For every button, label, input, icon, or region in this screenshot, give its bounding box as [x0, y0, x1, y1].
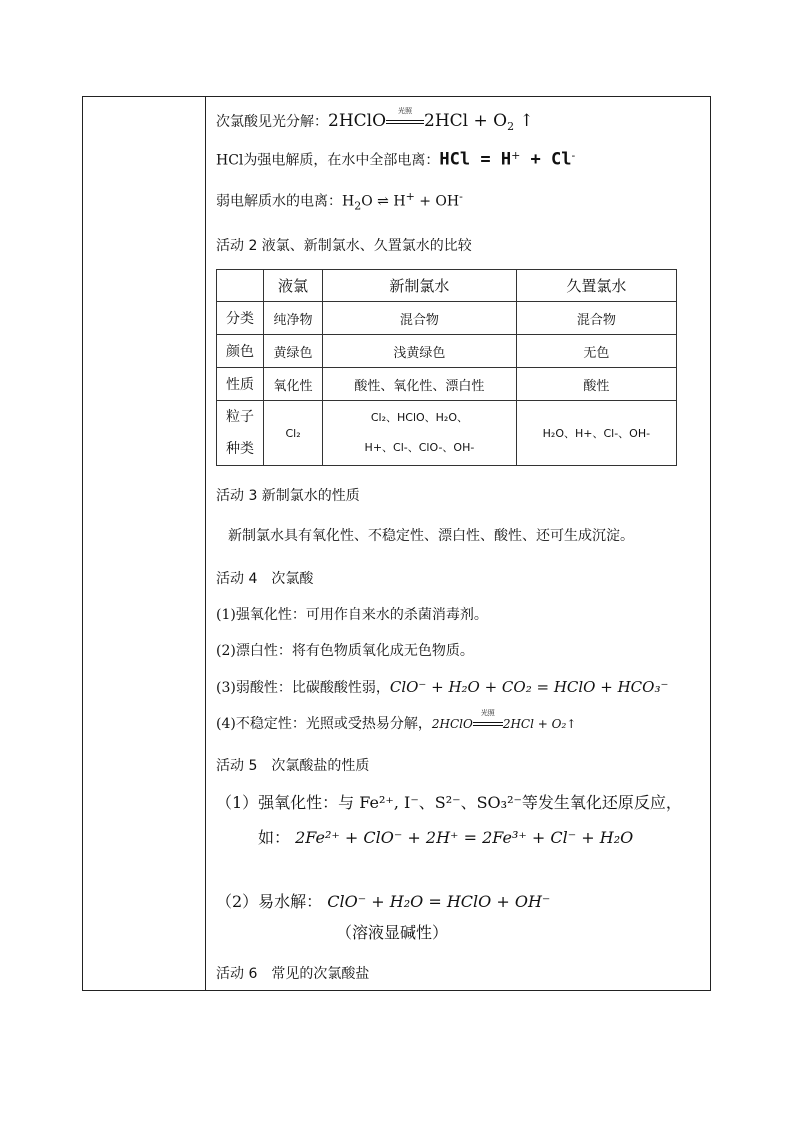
activity-5-heading: 活动 5 次氯酸盐的性质 [216, 758, 370, 774]
table-cell: Cl₂ [264, 401, 323, 466]
hclo-property-3: (3)弱酸性：比碳酸酸性弱，ClO⁻ + H₂O + CO₂ = HClO + HCO₃⁻ [216, 678, 669, 696]
hclo-property-1: (1)强氧化性：可用作自来水的杀菌消毒剂。 [216, 607, 488, 623]
table-row [217, 335, 677, 368]
table-header: 液氯 [264, 270, 323, 302]
table-cell: 酸性 [516, 368, 676, 401]
hypochlorite-example: 如： 2Fe²⁺ + ClO⁻ + 2H⁺ = 2Fe³⁺ + Cl⁻ + H₂O [258, 828, 634, 847]
activity-3-text: 新制氯水具有氧化性、不稳定性、漂白性、酸性、还可生成沉淀。 [228, 528, 634, 544]
hypochlorite-property-1: （1）强氧化性：与 Fe²⁺, I⁻、S²⁻、SO₃²⁻等发生氧化还原反应， [216, 793, 682, 812]
table-cell: 无色 [516, 335, 676, 368]
reaction-arrow: 光照 [473, 717, 503, 731]
reaction-arrow: 光照 [386, 115, 424, 129]
table-cell: 酸性、氧化性、漂白性 [323, 368, 517, 401]
table-header: 久置氯水 [516, 270, 676, 302]
row-label: 粒子 种类 [217, 401, 264, 466]
hclo-property-2: (2)漂白性：将有色物质氧化成无色物质。 [216, 643, 474, 659]
activity-2-heading: 活动 2 液氯、新制氯水、久置氯水的比较 [216, 238, 472, 254]
table-cell: 氧化性 [264, 368, 323, 401]
table-cell: 混合物 [516, 302, 676, 335]
hydrolysis-note: （溶液显碱性） [336, 923, 449, 942]
column-divider [205, 97, 206, 990]
activity-4-heading: 活动 4 次氯酸 [216, 571, 314, 587]
row-label: 性质 [217, 368, 264, 401]
activity-3-heading: 活动 3 新制氯水的性质 [216, 488, 360, 504]
table-header: 新制氯水 [323, 270, 517, 302]
hypochlorite-property-2: （2）易水解： ClO⁻ + H₂O = HClO + OH⁻ [216, 892, 551, 911]
table-row [217, 368, 677, 401]
table-row [217, 401, 677, 466]
lesson-table [82, 96, 711, 991]
table-cell: 混合物 [323, 302, 517, 335]
table-row [217, 302, 677, 335]
table-cell: Cl₂、HClO、H₂O、 H+、Cl-、ClO-、OH- [323, 401, 517, 466]
row-label: 颜色 [217, 335, 264, 368]
table-cell: H₂O、H+、Cl-、OH- [516, 401, 676, 466]
row-label: 分类 [217, 302, 264, 335]
hcl-ionization-line: HCl为强电解质，在水中全部电离：HCl = H+ + Cl- [216, 149, 576, 170]
water-ionization-line: 弱电解质水的电离：$H_2O$ ⇌ H+ + OH- [216, 190, 463, 213]
activity-6-heading: 活动 6 常见的次氯酸盐 [216, 966, 370, 982]
table-cell: 黄绿色 [264, 335, 323, 368]
table-header-empty [217, 270, 264, 302]
hclo-property-4: (4)不稳定性：光照或受热易分解，2HClO 光照 2HCl + O₂↑ [216, 709, 577, 732]
chlorine-comparison-table [216, 269, 677, 466]
table-cell: 纯净物 [264, 302, 323, 335]
table-cell: 浅黄绿色 [323, 335, 517, 368]
hclo-decomposition-line: 次氯酸见光分解：2HClO 光照 $2HCl + O_2$ ↑ [216, 107, 534, 133]
